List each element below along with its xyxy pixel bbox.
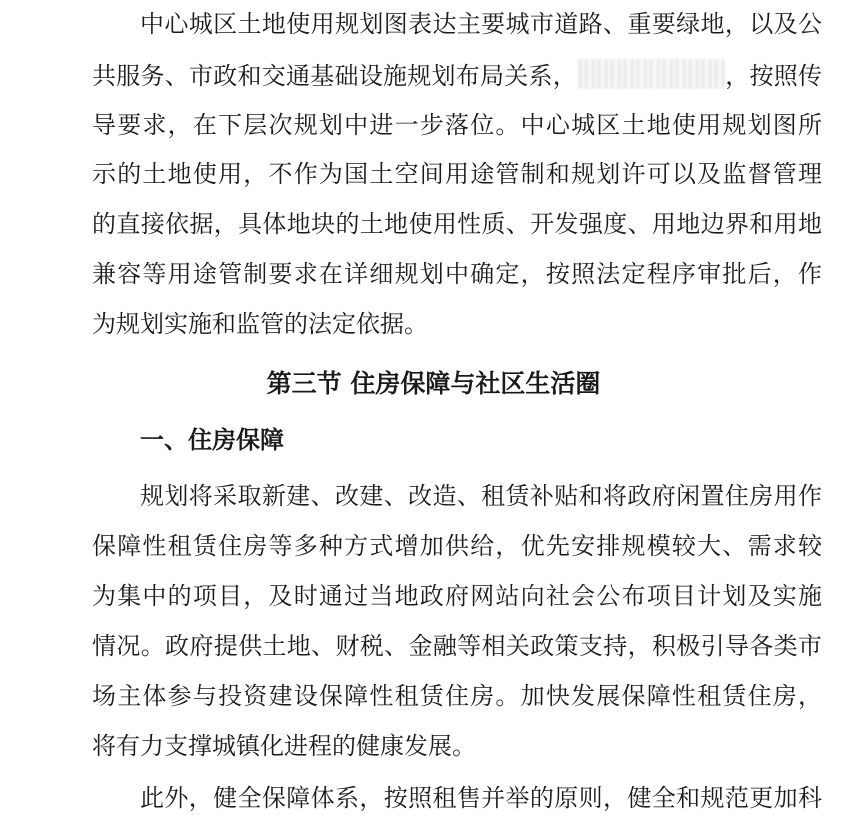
subsection-title: 一、住房保障 xyxy=(140,426,284,454)
text-line: 中心城区土地使用规划图表达主要城市道路、重要绿地，以及公 xyxy=(140,10,822,38)
redacted-text xyxy=(577,59,725,89)
text-segment: ，按照传 xyxy=(725,62,822,90)
section-title: 第三节 住房保障与社区生活圈 xyxy=(266,369,601,398)
text-line: 示的土地使用，不作为国土空间用途管制和规划许可以及监督管理 xyxy=(92,160,822,188)
text-line: 规划将采取新建、改建、改造、租赁补贴和将政府闲置住房用作 xyxy=(140,482,822,510)
text-line: 导要求，在下层次规划中进一步落位。中心城区土地使用规划图所 xyxy=(92,111,822,139)
text-line: 此外，健全保障体系，按照租售并举的原则，健全和规范更加科 xyxy=(140,784,822,812)
text-line: 为规划实施和监管的法定依据。 xyxy=(92,310,428,338)
text-line: 的直接依据，具体地块的土地使用性质、开发强度、用地边界和用地 xyxy=(92,210,822,238)
text-line xyxy=(92,56,822,96)
text-line: 兼容等用途管制要求在详细规划中确定，按照法定程序审批后，作 xyxy=(92,260,822,288)
text-line: 情况。政府提供土地、财税、金融等相关政策支持，积极引导各类市 xyxy=(92,632,822,660)
text-line: 为集中的项目，及时通过当地政府网站向社会公布项目计划及实施 xyxy=(92,582,822,610)
text-line: 将有力支撑城镇化进程的健康发展。 xyxy=(92,732,476,760)
text-line: 保障性租赁住房等多种方式增加供给，优先安排规模较大、需求较 xyxy=(92,532,822,560)
text-line: 场主体参与投资建设保障性租赁住房。加快发展保障性租赁住房， xyxy=(92,682,822,710)
text-segment: 共服务、市政和交通基础设施规划布局关系， xyxy=(92,62,577,90)
